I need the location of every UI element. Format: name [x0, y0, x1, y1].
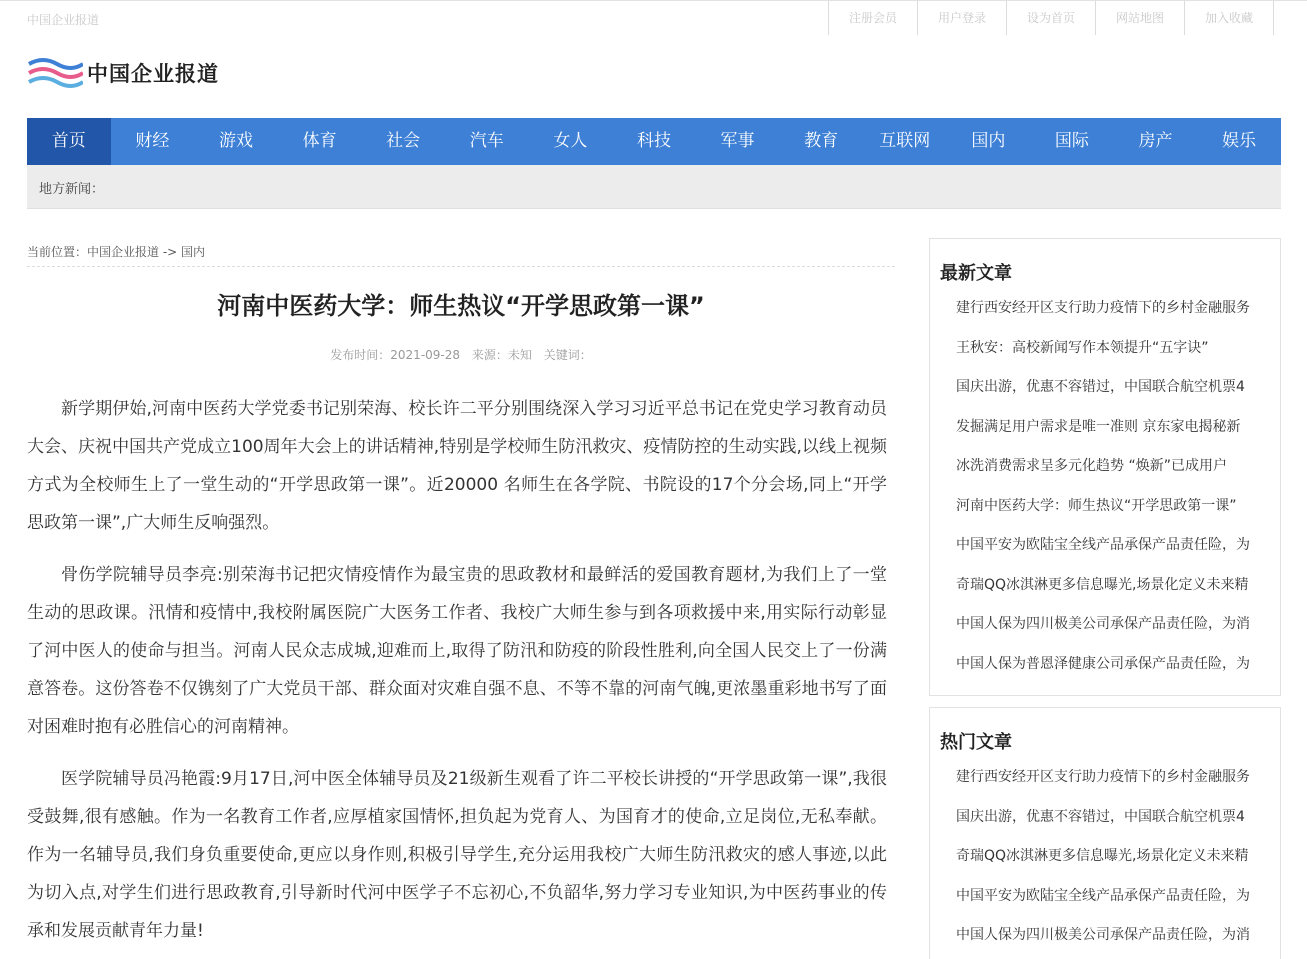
article-source: 来源：未知	[471, 348, 532, 362]
hot-article-link[interactable]: 中国平安为欧陆宝全线产品承保产品责任险，为	[956, 887, 1250, 904]
local-news-label: 地方新闻：	[39, 182, 105, 197]
sitemap-link[interactable]: 网站地图	[1096, 1, 1185, 35]
latest-articles-title: 最新文章	[940, 263, 1012, 284]
top-links	[828, 1, 1274, 35]
hot-article-link[interactable]: 国庆出游，优惠不容错过，中国联合航空机票4	[956, 808, 1245, 825]
latest-article-link[interactable]: 冰洗消费需求呈多元化趋势 “焕新”已成用户	[956, 458, 1227, 474]
site-logo[interactable]	[27, 55, 219, 91]
nav-item-realestate[interactable]: 房产	[1138, 131, 1173, 151]
hot-article-link[interactable]: 奇瑞QQ冰淇淋更多信息曝光,场景化定义未来精	[956, 848, 1249, 864]
nav-item-society[interactable]: 社会	[386, 131, 421, 151]
latest-article-link[interactable]: 中国人保为普恩泽健康公司承保产品责任险，为	[956, 655, 1250, 672]
article-body	[27, 390, 887, 959]
site-name-small[interactable]: 中国企业报道	[27, 13, 100, 27]
article-meta	[27, 346, 895, 363]
latest-article-link[interactable]: 河南中医药大学：师生热议“开学思政第一课”	[956, 497, 1237, 514]
nav-item-education[interactable]: 教育	[804, 131, 839, 151]
set-homepage-link[interactable]: 设为首页	[1007, 1, 1096, 35]
nav-item-international[interactable]: 国际	[1054, 131, 1089, 151]
hot-articles-box	[929, 707, 1281, 959]
latest-articles-box	[929, 238, 1281, 696]
hot-articles-title: 热门文章	[940, 732, 1012, 753]
latest-article-link[interactable]: 中国人保为四川极美公司承保产品责任险，为消	[956, 616, 1250, 632]
top-bar	[0, 0, 1307, 35]
nav-item-finance[interactable]: 财经	[135, 131, 170, 151]
nav-item-games[interactable]: 游戏	[218, 131, 253, 151]
nav-item-military[interactable]: 军事	[720, 131, 755, 151]
hot-article-link[interactable]: 建行西安经开区支行助力疫情下的乡村金融服务	[956, 769, 1250, 785]
nav-item-auto[interactable]: 汽车	[469, 131, 504, 151]
latest-article-link[interactable]: 中国平安为欧陆宝全线产品承保产品责任险，为	[956, 537, 1250, 553]
wave-logo-icon	[27, 55, 83, 91]
article-keywords: 关键词：	[543, 348, 592, 362]
article-paragraph: 医学院辅导员冯艳霞:9月17日,河中医全体辅导员及21级新生观看了许二平校长讲授的“开学思政第一课”,我很受鼓舞,很有感触。作为一名教育工作者,应厚植家国情怀,担负起为党育人、为国育才的使命,立足岗位,无私奉献。作为一名辅导员,我们身负重要使命,更应以身作则,积极引导学生,充分运用我校广大师生防汛救灾的感人事迹,以此为切入点,对学生们进行思政教育,引导新时代河中医学子不忘初心,不负韶华,努力学习专业知识,为中医药事业的传承和发展贡献青年力量!	[27, 769, 887, 941]
hot-article-link[interactable]: 中国人保为四川极美公司承保产品责任险，为消	[956, 927, 1250, 943]
nav-item-sports[interactable]: 体育	[302, 131, 337, 151]
latest-article-link[interactable]: 发掘满足用户需求是唯一准则 京东家电揭秘新	[956, 418, 1241, 435]
breadcrumb[interactable]: 当前位置：中国企业报道 -> 国内	[27, 243, 895, 267]
add-favorite-link[interactable]: 加入收藏	[1185, 1, 1274, 35]
latest-article-link[interactable]: 王秋安：高校新闻写作本领提升“五字诀”	[956, 339, 1209, 356]
publish-time: 发布时间：2021-09-28	[330, 348, 461, 362]
login-link[interactable]: 用户登录	[918, 1, 1007, 35]
local-news-bar	[27, 165, 1281, 209]
nav-item-domestic[interactable]: 国内	[971, 131, 1006, 151]
register-link[interactable]: 注册会员	[829, 1, 918, 35]
nav-item-tech[interactable]: 科技	[636, 131, 671, 151]
nav-item-entertainment[interactable]: 娱乐	[1222, 131, 1257, 151]
logo-text: 中国企业报道	[87, 62, 219, 86]
latest-article-link[interactable]: 国庆出游，优惠不容错过，中国联合航空机票4	[956, 379, 1245, 395]
main-nav	[27, 118, 1281, 165]
latest-article-link[interactable]: 建行西安经开区支行助力疫情下的乡村金融服务	[956, 300, 1250, 316]
nav-item-internet[interactable]: 互联网	[879, 131, 931, 151]
latest-article-link[interactable]: 奇瑞QQ冰淇淋更多信息曝光,场景化定义未来精	[956, 576, 1249, 593]
nav-item-home[interactable]: 首页	[27, 118, 111, 165]
article-title: 河南中医药大学：师生热议“开学思政第一课”	[217, 292, 705, 320]
article-paragraph: 骨伤学院辅导员李亮:别荣海书记把灾情疫情作为最宝贵的思政教材和最鲜活的爱国教育题材,为我们上了一堂生动的思政课。汛情和疫情中,我校附属医院广大医务工作者、我校广大师生参与到各项救援中来,用实际行动彰显了河中医人的使命与担当。河南人民众志成城,迎难而上,取得了防汛和防疫的阶段性胜利,向全国人民交上了一份满意答卷。这份答卷不仅镌刻了广大党员干部、群众面对灾难自强不息、不等不靠的河南气魄,更浓墨重彩地书写了面对困难时抱有必胜信心的河南精神。	[27, 565, 887, 737]
nav-item-women[interactable]: 女人	[553, 131, 588, 151]
article-paragraph: 新学期伊始,河南中医药大学党委书记别荣海、校长许二平分别围绕深入学习习近平总书记在党史学习教育动员大会、庆祝中国共产党成立100周年大会上的讲话精神,特别是学校师生防汛救灾、疫情防控的生动实践,以线上视频方式为全校师生上了一堂生动的“开学思政第一课”。近20000 名师生在各学院、书院设的17个分会场,同上“开学思政第一课”,广大师生反响强烈。	[27, 399, 887, 533]
